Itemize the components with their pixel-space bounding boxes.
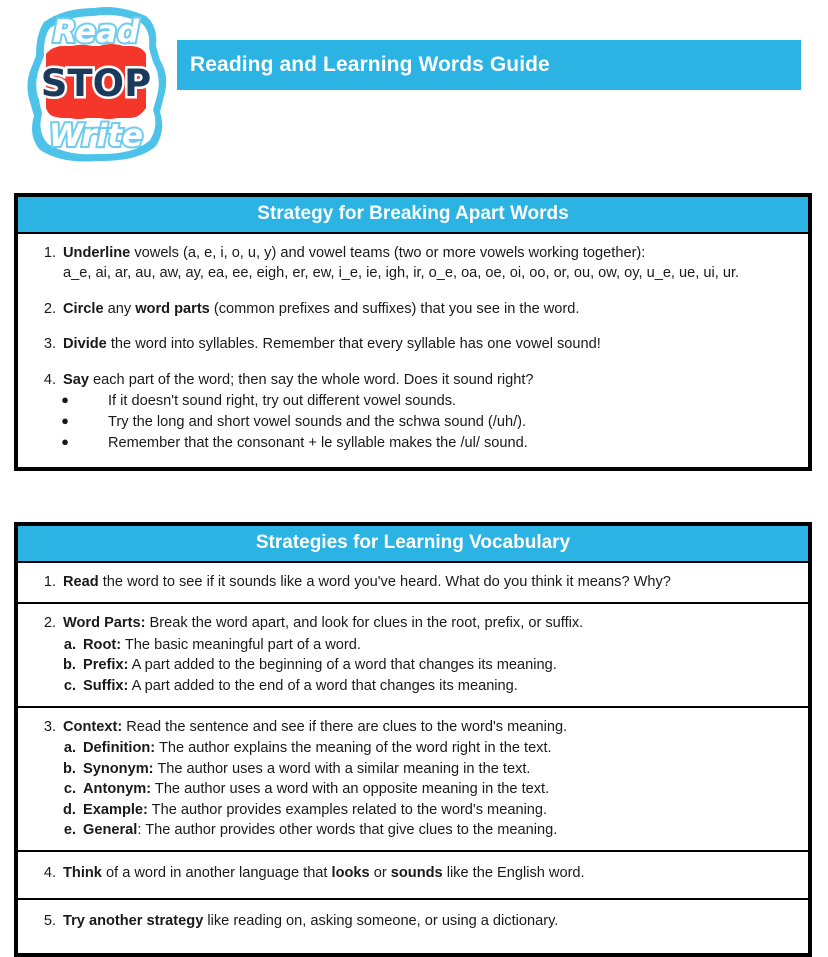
logo-word-write: Write — [48, 118, 144, 154]
vocab-section-read — [18, 563, 808, 604]
sub-list-lead: Definition: — [83, 740, 156, 757]
sub-list-marker: c. — [63, 677, 76, 694]
list-item — [22, 613, 798, 633]
logo-word-stop: STOP — [40, 62, 152, 105]
sub-list-lead: Suffix: — [83, 677, 129, 694]
vocab-section-context — [18, 708, 808, 853]
sub-list-body — [83, 635, 798, 655]
sub-list-item — [22, 676, 798, 696]
bullet-dot-icon: ● — [61, 413, 69, 429]
list-item-text: the word to see if it sounds like a word you've heard. What do you think it means? Why? — [98, 573, 671, 590]
list-item — [22, 863, 798, 883]
list-item-lead: Underline — [63, 244, 131, 261]
sub-list-lead: Example: — [83, 801, 148, 818]
list-item-text-b: (common prefixes and suffixes) that you see in the word. — [209, 300, 580, 317]
sub-list-item — [22, 820, 798, 840]
list-item-body — [63, 299, 798, 319]
sub-list-text: : The author provides other words that give clues to the meaning. — [137, 822, 558, 839]
sub-list-item — [22, 655, 798, 675]
list-marker: 2. — [43, 615, 56, 632]
bullet-list — [22, 391, 798, 454]
panel-breaking-body — [18, 234, 808, 468]
vowel-teams-line: a_e, ai, ar, au, aw, ay, ea, ee, eigh, er, ew, i_e, ie, igh, ir, o_e, oa, oe, oi, oo, or, ou, ow, oy, u_e, ue, ui, ur. — [63, 265, 740, 282]
list-item-text-a: any — [103, 300, 136, 317]
list-marker: 2. — [43, 300, 56, 317]
sub-list-body — [83, 676, 798, 696]
sub-list-text: The author explains the meaning of the word right in the text. — [155, 740, 552, 757]
list-item-body — [63, 370, 798, 390]
list-item-lead: Divide — [63, 336, 107, 353]
sub-list-item — [22, 779, 798, 799]
list-item — [22, 299, 798, 319]
list-item — [22, 911, 798, 931]
bullet-dot-icon: ● — [61, 434, 69, 450]
sub-list-text: A part added to the end of a word that changes its meaning. — [128, 677, 518, 694]
bullet-item — [22, 412, 798, 433]
list-item-lead: Think — [63, 865, 102, 882]
list-marker: 4. — [43, 865, 56, 882]
sub-list-marker: b. — [63, 657, 76, 674]
page-header — [0, 0, 828, 172]
list-item — [22, 572, 798, 592]
sub-list-text: The basic meaningful part of a word. — [121, 636, 361, 653]
list-item — [22, 334, 798, 354]
list-item-lead-2: word parts — [135, 300, 210, 317]
sub-list-marker: b. — [63, 760, 76, 777]
list-item-body — [63, 717, 798, 737]
sub-list-lead: Root: — [83, 636, 122, 653]
list-item-text-b: or — [369, 865, 391, 882]
list-item-body — [63, 863, 798, 883]
list-marker: 5. — [43, 912, 56, 929]
sub-list-lead: Synonym: — [83, 760, 154, 777]
list-item-body — [63, 613, 798, 633]
panel-breaking-apart-words — [14, 193, 812, 471]
list-item — [22, 243, 798, 263]
bullet-dot-icon: ● — [61, 391, 69, 407]
list-item-lead-3: sounds — [390, 865, 443, 882]
sub-list-marker: d. — [63, 801, 76, 818]
sub-list-text: The author uses a word with an opposite meaning in the text. — [151, 781, 550, 798]
list-item — [22, 370, 798, 390]
sub-list-item — [22, 635, 798, 655]
list-item-lead: Try another strategy — [63, 912, 204, 929]
list-marker: 4. — [43, 371, 56, 388]
sub-list-lead: Antonym: — [83, 781, 152, 798]
sub-list-text: A part added to the beginning of a word that changes its meaning. — [128, 657, 557, 674]
read-stop-write-logo — [14, 4, 176, 164]
list-item — [22, 717, 798, 737]
sub-list-marker: a. — [63, 740, 76, 757]
list-marker: 3. — [43, 336, 56, 353]
list-item-text: the word into syllables. Remember that every syllable has one vowel sound! — [106, 336, 601, 353]
panel-vocab-heading: Strategies for Learning Vocabulary — [18, 526, 808, 563]
bullet-text: Try the long and short vowel sounds and the schwa sound (/uh/). — [108, 414, 527, 431]
list-item-continuation — [22, 263, 798, 283]
sub-list-text: The author provides examples related to the word's meaning. — [147, 801, 548, 818]
bullet-item — [22, 391, 798, 412]
page-title-bar — [177, 40, 801, 90]
list-item-body — [63, 334, 798, 354]
list-item-text: like reading on, asking someone, or using a dictionary. — [203, 912, 559, 929]
list-item-body — [63, 572, 798, 592]
vocab-section-try-another-strategy — [18, 900, 808, 953]
sub-list-marker: e. — [63, 822, 76, 839]
vocab-section-think — [18, 852, 808, 899]
sub-list-text: The author uses a word with a similar meaning in the text. — [153, 760, 531, 777]
list-item-text-c: like the English word. — [442, 865, 585, 882]
list-item-text: Break the word apart, and look for clues in the root, prefix, or suffix. — [145, 615, 584, 632]
sub-list — [22, 635, 798, 696]
panel-breaking-heading: Strategy for Breaking Apart Words — [18, 197, 808, 234]
sub-list-body — [83, 779, 798, 799]
sub-list — [22, 738, 798, 840]
list-item-lead: Read — [63, 573, 99, 590]
list-item-lead: Word Parts: — [63, 615, 146, 632]
list-item-text: vowels (a, e, i, o, u, y) and vowel teams (two or more vowels working together): — [130, 244, 646, 261]
sub-list-lead: General — [83, 822, 138, 839]
list-item-lead: Circle — [63, 300, 104, 317]
list-marker: 3. — [43, 718, 56, 735]
logo-word-read: Read — [52, 14, 140, 50]
sub-list-body — [83, 655, 798, 675]
sub-list-item — [22, 800, 798, 820]
bullet-text: If it doesn't sound right, try out different vowel sounds. — [108, 392, 457, 409]
page-title: Reading and Learning Words Guide — [190, 53, 550, 76]
sub-list-lead: Prefix: — [83, 657, 129, 674]
list-item-text-a: of a word in another language that — [101, 865, 332, 882]
list-item-body — [63, 243, 798, 263]
vocab-section-word-parts — [18, 604, 808, 708]
sub-list-body — [83, 800, 798, 820]
bullet-text: Remember that the consonant + le syllable makes the /ul/ sound. — [108, 435, 528, 452]
sub-list-marker: a. — [63, 636, 76, 653]
list-item-lead: Say — [63, 371, 89, 388]
list-item-text: Read the sentence and see if there are clues to the word's meaning. — [122, 718, 568, 735]
sub-list-marker: c. — [63, 781, 76, 798]
sub-list-item — [22, 759, 798, 779]
sub-list-body — [83, 759, 798, 779]
list-item-body — [63, 911, 798, 931]
sub-list-body — [83, 738, 798, 758]
bullet-item — [22, 433, 798, 454]
sub-list-body — [83, 820, 798, 840]
panel-vocab-body — [18, 563, 808, 953]
panel-learning-vocabulary — [14, 522, 812, 957]
list-marker: 1. — [43, 573, 56, 590]
list-item-text: each part of the word; then say the whole word. Does it sound right? — [88, 371, 534, 388]
sub-list-item — [22, 738, 798, 758]
list-marker: 1. — [43, 244, 56, 261]
list-item-lead: Context: — [63, 718, 123, 735]
list-item-lead-2: looks — [331, 865, 370, 882]
